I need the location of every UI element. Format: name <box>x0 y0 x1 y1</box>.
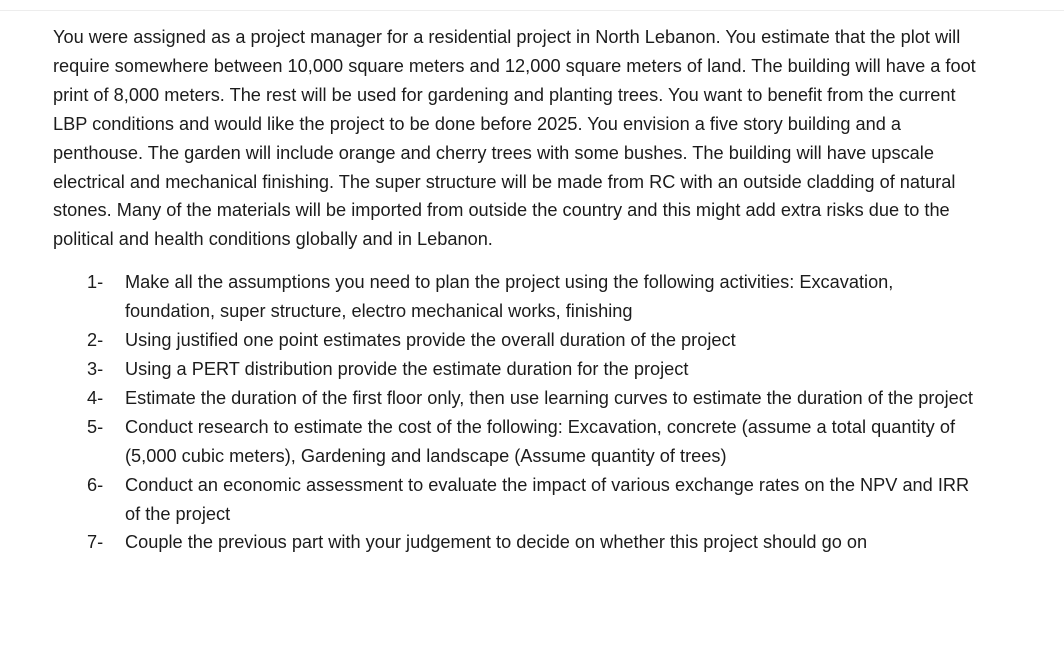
task-text: Using justified one point estimates provide the overall duration of the project <box>125 330 736 351</box>
task-item-1 <box>53 268 1043 326</box>
task-item-5 <box>53 413 1043 471</box>
task-item-4 <box>53 384 1043 413</box>
task-list <box>53 268 1043 557</box>
task-text: Conduct an economic assessment to evaluate the impact of various exchange rates on the NPV and IRR of the project <box>125 474 970 524</box>
task-number: 1- <box>87 272 104 293</box>
task-item-2 <box>53 326 1043 355</box>
task-text: Estimate the duration of the first floor only, then use learning curves to estimate the duration of the project <box>125 387 973 408</box>
task-number: 4- <box>87 387 104 408</box>
task-item-6 <box>53 471 1043 529</box>
intro-paragraph: You were assigned as a project manager for a residential project in North Lebanon. You estimate that the plot will require somewhere between 10,000 square meters and 12,000 square meters of land. The building will have a foot print of 8,000 meters. The rest will be used for gardening and planting trees. You want to benefit from the current LBP conditions and would like the project to be done before 2025. You envision a five story building and a penthouse. The garden will include orange and cherry trees with some bushes. The building will have upscale electrical and mechanical finishing. The super structure will be made from RC with an outside cladding of natural stones. Many of the materials will be imported from outside the country and this might add extra risks due to the political and health conditions globally and in Lebanon. <box>53 27 976 250</box>
task-number: 3- <box>87 358 104 379</box>
top-divider <box>0 0 1064 11</box>
task-text: Conduct research to estimate the cost of the following: Excavation, concrete (assume a total quantity of (5,000 cubic meters), Gardening and landscape (Assume quantity of trees) <box>125 416 955 466</box>
task-text: Using a PERT distribution provide the estimate duration for the project <box>125 358 689 379</box>
document-body <box>53 23 1043 557</box>
task-item-7 <box>53 528 1043 557</box>
task-number: 5- <box>87 416 104 437</box>
task-item-3 <box>53 355 1043 384</box>
task-number: 7- <box>87 532 104 553</box>
task-text: Make all the assumptions you need to plan the project using the following activities: Excavation, foundation, super structure, electro mechanical works, finishing <box>125 272 894 322</box>
task-text: Couple the previous part with your judgement to decide on whether this project should go on <box>125 532 868 553</box>
task-number: 2- <box>87 330 104 351</box>
task-number: 6- <box>87 474 104 495</box>
